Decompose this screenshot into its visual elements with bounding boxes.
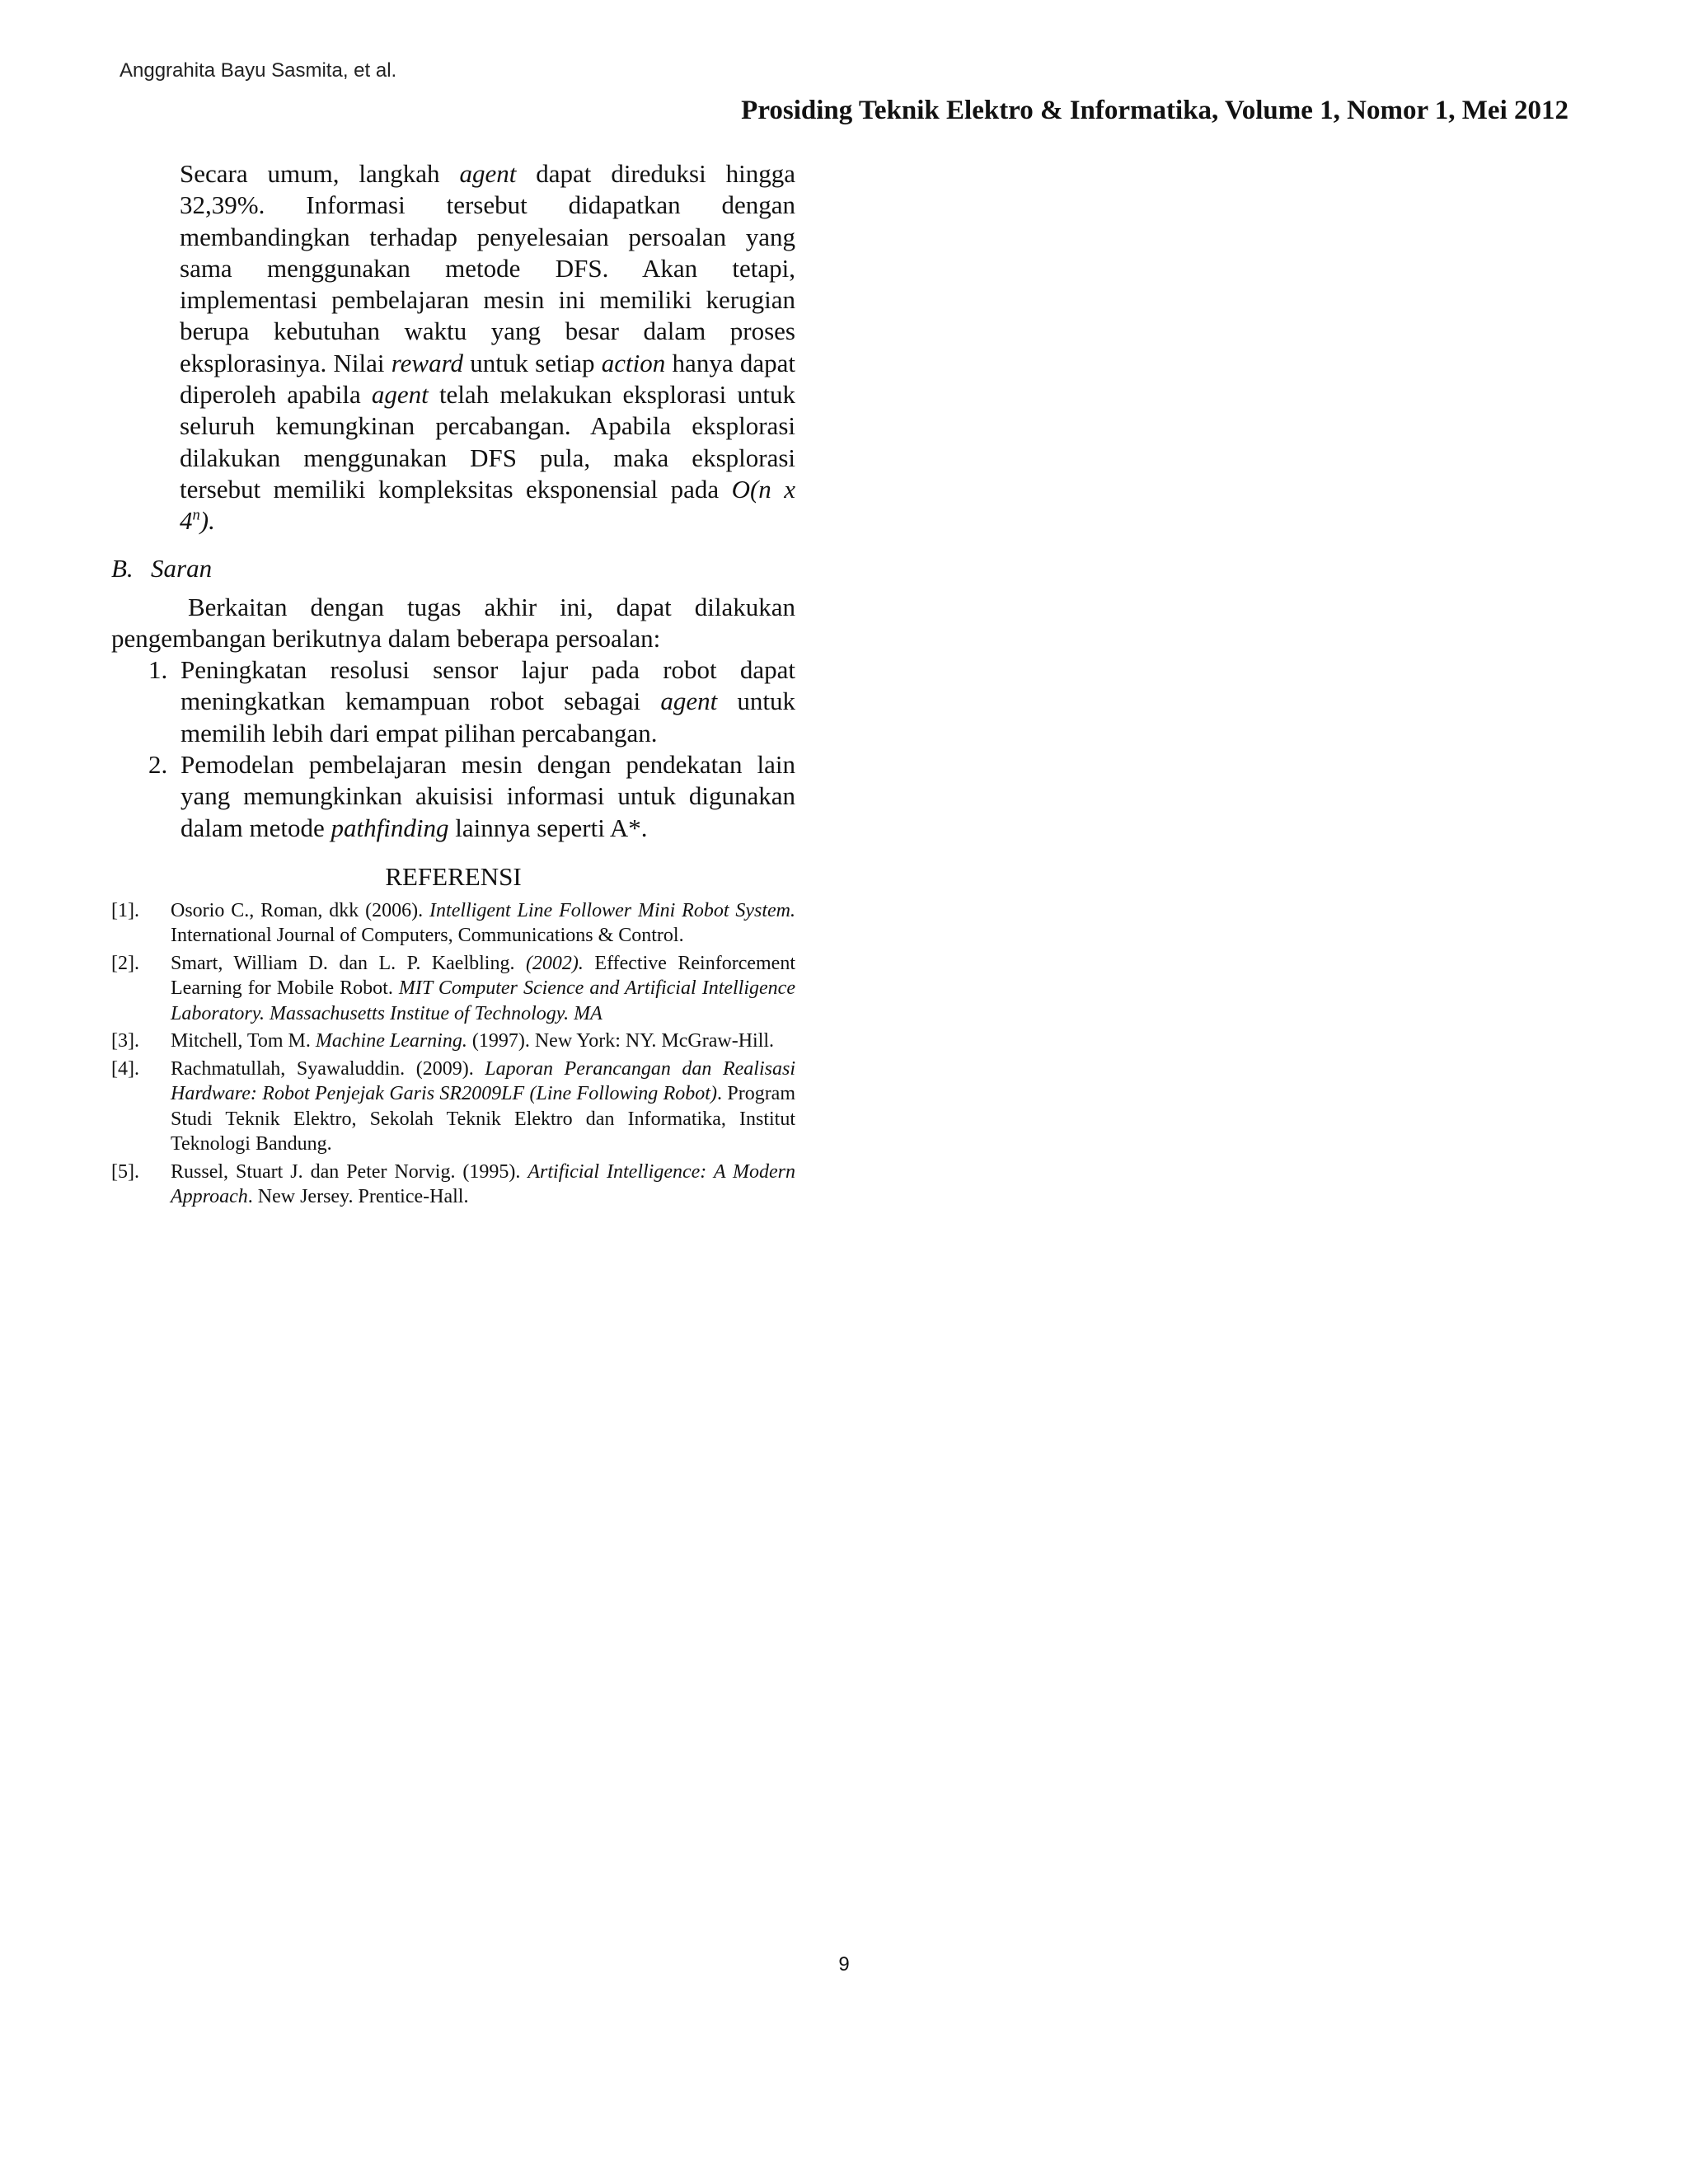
reference-text: Rachmatullah, Syawaluddin. (2009). Laporan Perancangan dan Realisasi Hardware: Robot Penjejak Garis SR2009LF (Line Following Robot). Program Studi Teknik Elektro, Sekolah Teknik Elektro dan Informatika, Institut Teknologi Bandung.: [171, 1057, 796, 1155]
reference-number: [2].: [111, 952, 139, 974]
reference-text: Russel, Stuart J. dan Peter Norvig. (1995). Artificial Intelligence: A Modern Approach. New Jersey. Prentice-Hall.: [171, 1160, 795, 1208]
conclusion-paragraph: Secara umum, langkah agent dapat direduksi hingga 32,39%. Informasi tersebut didapatkan dengan membandingkan terhadap penyelesaian persoalan yang sama menggunakan metode DFS. Akan tetapi, implementasi pembelajaran mesin ini memiliki kerugian berupa kebutuhan waktu yang besar dalam proses eksplorasinya. Nilai reward untuk setiap action hanya dapat diperoleh apabila agent telah melakukan eksplorasi untuk seluruh kemungkinan percabangan. Apabila eksplorasi dilakukan menggunakan DFS pula, maka eksplorasi tersebut memiliki kompleksitas eksponensial pada O(n x 4$^n$).: [180, 159, 795, 536]
references-list: [111, 898, 795, 1210]
reference-number: [5].: [111, 1160, 139, 1183]
reference-item: [111, 1160, 795, 1210]
left-column: [111, 158, 795, 1212]
list-text: Pemodelan pembelajaran mesin dengan pendekatan lain yang memungkinkan akuisisi informasi untuk digunakan dalam metode pathfinding lainnya seperti A*.: [181, 750, 795, 842]
journal-title: Prosiding Teknik Elektro & Informatika, Volume 1, Nomor 1, Mei 2012: [741, 96, 1568, 125]
reference-item: [111, 1029, 795, 1054]
reference-number: [4].: [111, 1057, 139, 1080]
reference-item: [111, 898, 795, 949]
section-title: Saran: [151, 553, 213, 583]
references-heading: REFERENSI: [385, 861, 522, 891]
list-number: 2.: [148, 750, 168, 780]
list-text: Peningkatan resolusi sensor lajur pada robot dapat meningkatkan kemampuan robot sebagai agent untuk memilih lebih dari empat pilihan percabangan.: [181, 655, 795, 748]
section-heading-saran: [111, 554, 795, 583]
reference-item: [111, 1057, 795, 1157]
saran-intro: Berkaitan dengan tugas akhir ini, dapat dilakukan pengembangan berikutnya dalam beberapa persoalan:: [111, 592, 795, 653]
page-number: 9: [838, 1953, 850, 1975]
reference-item: [111, 951, 795, 1027]
saran-list: [111, 654, 795, 844]
section-label: B.: [111, 553, 134, 583]
reference-text: Mitchell, Tom M. Machine Learning. (1997). New York: NY. McGraw-Hill.: [171, 1030, 775, 1052]
reference-number: [1].: [111, 899, 139, 921]
reference-text: Osorio C., Roman, dkk (2006). Intelligent Line Follower Mini Robot System. International Journal of Computers, Communications & Control.: [171, 899, 796, 947]
list-number: 1.: [148, 655, 168, 685]
saran-item-1: [111, 654, 795, 749]
reference-text: Smart, William D. dan L. P. Kaelbling. (2002). Effective Reinforcement Learning for Mobile Robot. MIT Computer Science and Artificial Intelligence Laboratory. Massachusetts Institue of Technology. MA: [171, 952, 795, 1024]
reference-number: [3].: [111, 1030, 139, 1052]
running-author: Anggrahita Bayu Sasmita, et al.: [120, 59, 397, 82]
saran-item-2: [111, 749, 795, 844]
